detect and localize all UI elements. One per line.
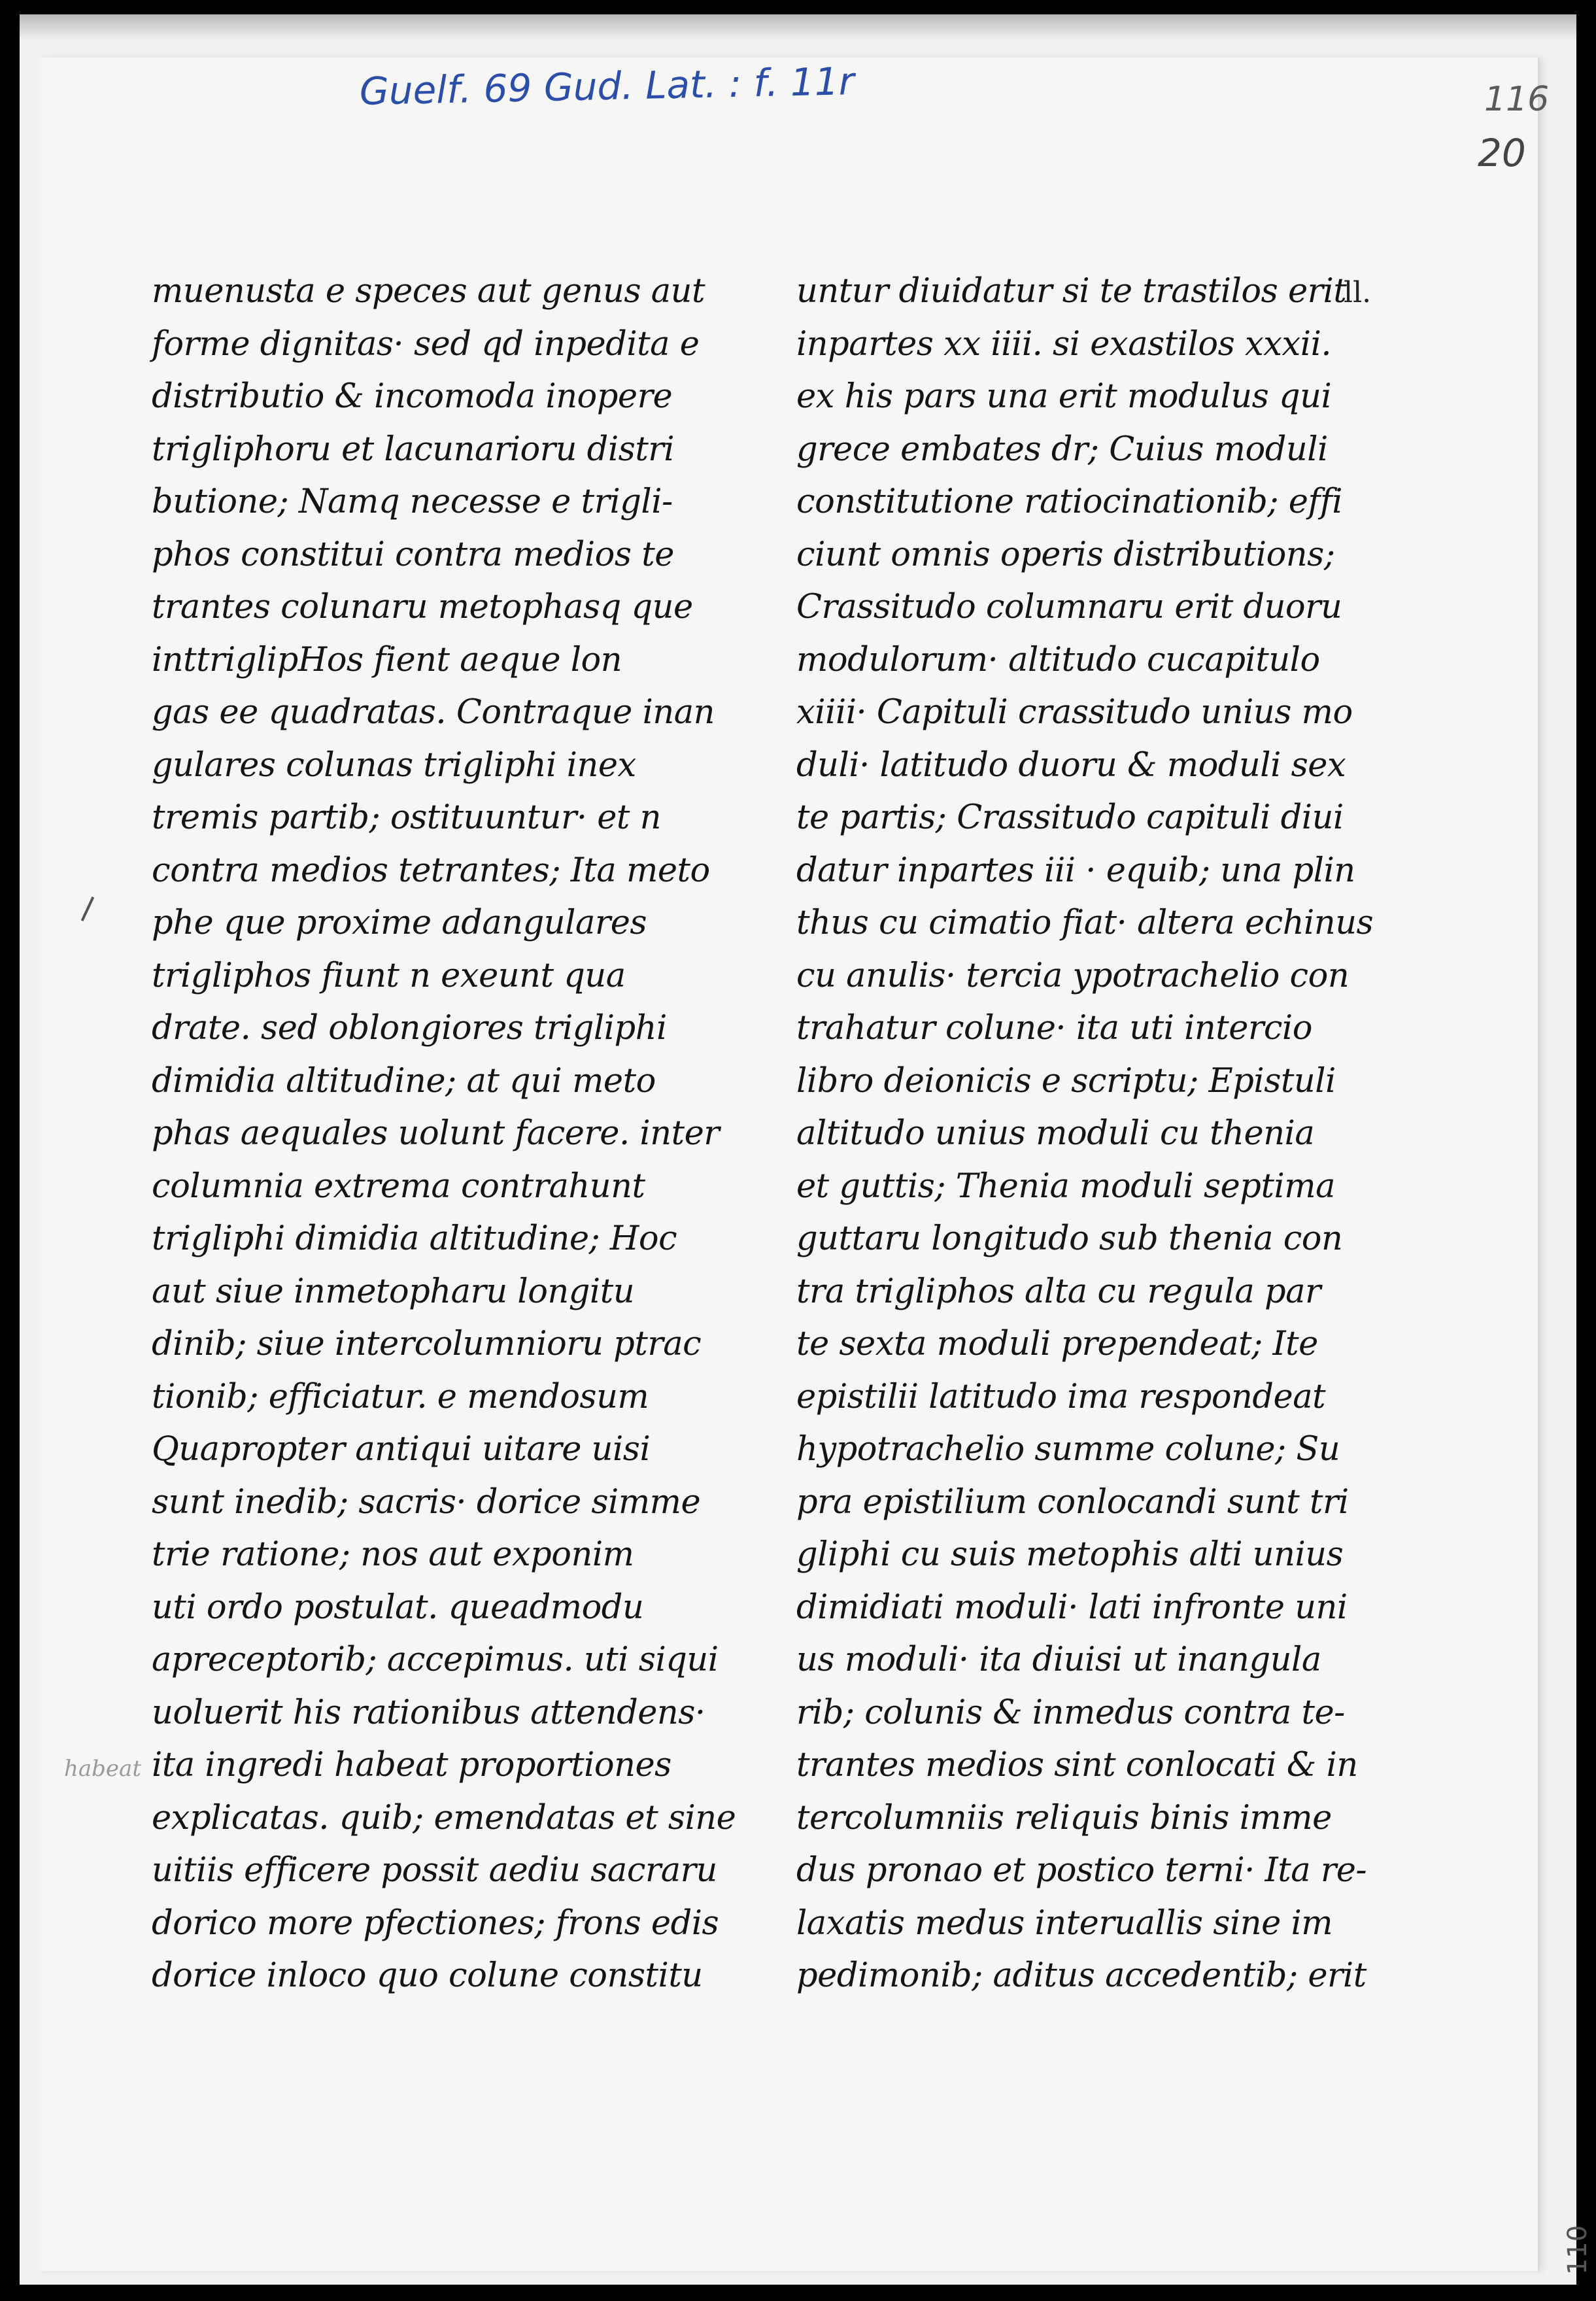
manuscript-page	[39, 58, 1550, 2271]
text-line: uoluerit his rationibus attendens·	[152, 1693, 705, 1732]
text-line: modulorum· altitudo cucapitulo	[796, 640, 1320, 679]
text-line: tra trigliphos alta cu regula par	[796, 1272, 1321, 1311]
text-line: trantes colunaru metophasq que	[152, 588, 693, 626]
text-line: cu anulis· tercia ypotrachelio con	[796, 956, 1350, 995]
text-line: uti ordo postulat. queadmodu	[152, 1588, 644, 1627]
text-line: thus cu cimatio fiat· altera echinus	[796, 904, 1374, 942]
text-line: trie ratione; nos aut exponim	[152, 1535, 634, 1574]
text-line: tremis partib; ostituuntur· et n	[152, 798, 661, 837]
text-line: datur inpartes iii · equib; una plin	[796, 851, 1355, 890]
text-line: dinib; siue intercolumnioru ptrac	[152, 1325, 702, 1363]
text-line: untur diuidatur si te trastilos erit	[796, 272, 1347, 311]
text-line: gas ee quadratas. Contraque inan	[152, 693, 715, 732]
text-line: tercolumniis reliquis binis imme	[796, 1798, 1332, 1837]
text-line: aut siue inmetopharu longitu	[152, 1272, 635, 1311]
text-line: tionib; efficiatur. e mendosum	[152, 1377, 649, 1416]
text-line: altitudo unius moduli cu thenia	[796, 1114, 1315, 1153]
photo-top-shadow	[20, 14, 1576, 41]
text-line: libro deionicis e scriptu; Epistuli	[796, 1061, 1336, 1100]
text-line: gliphi cu suis metophis alti unius	[796, 1535, 1344, 1574]
text-line: laxatis medus interuallis sine im	[796, 1903, 1333, 1943]
text-line: constitutione ratiocinationib; effi	[796, 483, 1343, 521]
text-line: phas aequales uolunt facere. inter	[152, 1114, 720, 1153]
text-line: duli· latitudo duoru & moduli sex	[796, 745, 1346, 785]
stray-pen-mark	[81, 896, 95, 921]
text-line: te sexta moduli prependeat; Ite	[796, 1325, 1318, 1363]
text-line: dimidiati moduli· lati infronte uni	[796, 1588, 1348, 1627]
folio-number-new: 20	[1478, 131, 1526, 175]
text-line: contra medios tetrantes; Ita meto	[152, 851, 710, 890]
text-line: us moduli· ita diuisi ut inangula	[796, 1641, 1321, 1679]
text-line: trahatur colune· ita uti intercio	[796, 1009, 1312, 1048]
text-line: explicatas. quib; emendatas et sine	[152, 1798, 736, 1837]
text-line: ciunt omnis operis distributions;	[796, 535, 1335, 574]
text-line: pedimonib; aditus accedentib; erit	[796, 1956, 1367, 1995]
text-line: ex his pars una erit modulus qui	[796, 377, 1332, 416]
text-line: rib; colunis & inmedus contra te-	[796, 1693, 1345, 1732]
text-line: grece embates dr; Cuius moduli	[796, 430, 1328, 469]
text-line: muenusta e speces aut genus aut	[152, 272, 705, 311]
text-line: columnia extrema contrahunt	[152, 1167, 645, 1206]
folio-number-old: 116	[1484, 80, 1550, 119]
text-line: phe que proxime adangulares	[152, 904, 647, 942]
text-column-right	[796, 265, 1372, 2003]
manuscript-photograph	[20, 14, 1593, 2285]
text-line: gulares colunas trigliphi inex	[152, 745, 636, 785]
text-line: dimidia altitudine; at qui meto	[152, 1061, 656, 1100]
text-line: xiiii· Capituli crassitudo unius mo	[796, 693, 1353, 732]
text-line: te partis; Crassitudo capituli diui	[796, 798, 1344, 837]
text-line: trigliphi dimidia altitudine; Hoc	[152, 1219, 677, 1258]
text-line: apreceptorib; accepimus. uti siqui	[152, 1641, 719, 1679]
text-line: ita ingredi habeat proportiones	[152, 1746, 671, 1784]
margin-line-mark: ll.	[1344, 276, 1372, 309]
text-line: Quapropter antiqui uitare uisi	[152, 1430, 651, 1469]
text-line: forme dignitas· sed qd inpedita e	[152, 324, 700, 364]
text-line: uitiis efficere possit aediu sacraru	[152, 1851, 717, 1890]
text-line: inttriglipHos fient aeque lon	[152, 640, 622, 679]
text-line: et guttis; Thenia moduli septima	[796, 1167, 1336, 1206]
shelfmark-annotation: Guelf. 69 Gud. Lat. : f. 11r	[359, 59, 855, 114]
text-line: trigliphoru et lacunarioru distri	[152, 430, 675, 469]
text-line: distributio & incomoda inopere	[152, 377, 673, 416]
corner-note: 110	[1563, 2224, 1593, 2275]
text-line: phos constitui contra medios te	[152, 535, 674, 574]
text-line: Crassitudo columnaru erit duoru	[796, 588, 1342, 626]
text-line: guttaru longitudo sub thenia con	[796, 1219, 1343, 1258]
text-line: dorico more pfectiones; frons edis	[152, 1903, 719, 1943]
text-column-left	[152, 265, 736, 2003]
text-line: hypotrachelio summe colune; Su	[796, 1430, 1340, 1469]
text-line: sunt inedib; sacris· dorice simme	[152, 1482, 701, 1522]
text-line: dorice inloco quo colune constitu	[152, 1956, 703, 1995]
text-line: pra epistilium conlocandi sunt tri	[796, 1482, 1349, 1522]
text-line: trantes medios sint conlocati & in	[796, 1746, 1358, 1784]
text-line: dus pronao et postico terni· Ita re-	[796, 1851, 1367, 1890]
text-line: epistilii latitudo ima respondeat	[796, 1377, 1326, 1416]
marginal-gloss: habeat	[64, 1756, 141, 1782]
text-line: inpartes xx iiii. si exastilos xxxii.	[796, 324, 1332, 364]
text-line: drate. sed oblongiores trigliphi	[152, 1009, 667, 1048]
text-line: butione; Namq necesse e trigli-	[152, 483, 673, 521]
text-line: trigliphos fiunt n exeunt qua	[152, 956, 626, 995]
